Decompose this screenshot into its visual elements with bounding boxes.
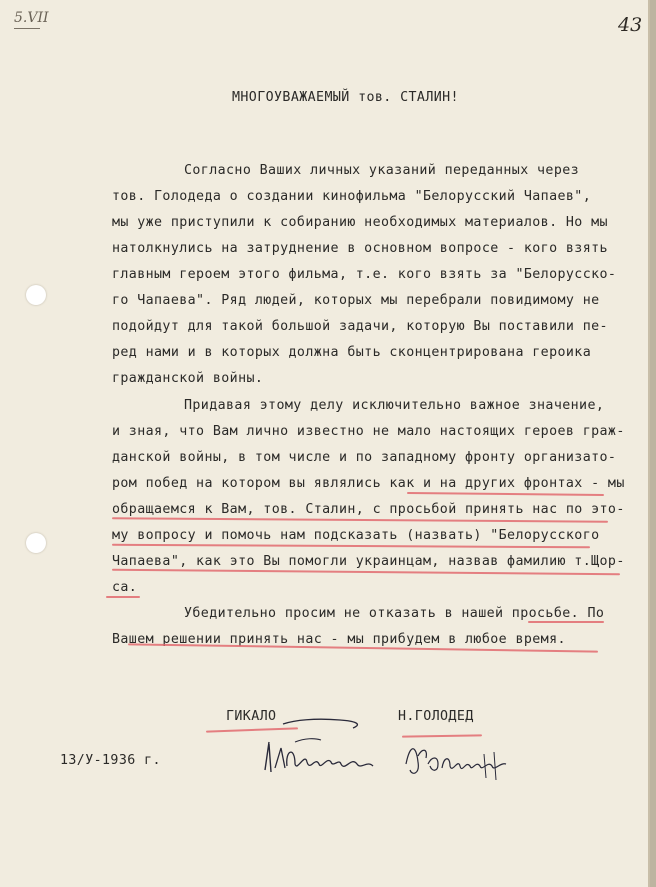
letter-line: и зная, что Вам лично известно не мало настоящих героев граж-	[112, 424, 625, 439]
letter-line: ром побед на котором вы являлись как и на других фронтах - мы	[112, 476, 625, 491]
letter-line: мы уже приступили к собиранию необходимых материалов. Но мы	[112, 215, 608, 230]
letter-line: натолкнулись на затруднение в основном вопросе - кого взять	[112, 241, 608, 256]
folio-number: 43	[618, 14, 643, 36]
letter-line: главным героем этого фильма, т.е. кого взять за "Белорусско-	[112, 267, 617, 282]
letter-line: Вашем решении принять нас - мы прибудем в любое время.	[112, 632, 566, 647]
signature-gikalo-icon	[255, 712, 395, 782]
red-pencil-underline	[528, 621, 604, 623]
page-edge	[650, 0, 656, 887]
letter-line: Согласно Ваших личных указаний переданных через	[184, 163, 580, 178]
punch-hole-icon	[26, 285, 46, 305]
letter-line: са.	[112, 580, 138, 595]
letter-line: обращаемся к Вам, тов. Сталин, с просьбой принять нас по это-	[112, 502, 625, 517]
corner-note-underline	[14, 28, 40, 29]
letter-line: Чапаева", как это Вы помогли украинцам, назвав фамилию т.Щор-	[112, 554, 625, 569]
letter-line: Придавая этому делу исключительно важное значение,	[184, 398, 605, 413]
letter-line: тов. Голодеда о создании кинофильма "Белорусский Чапаев",	[112, 189, 592, 204]
letter-line: данской войны, в том числе и по западному фронту организато-	[112, 450, 617, 465]
letter-line: му вопросу и помочь нам подсказать (назвать) "Белорусского	[112, 528, 600, 543]
archive-corner-note	[14, 10, 49, 26]
red-pencil-underline	[112, 517, 608, 522]
corner-note-text: 5.VII	[14, 10, 49, 26]
signatory-name: Н.ГОЛОДЕД	[398, 709, 474, 724]
signature-goloded-icon	[402, 734, 514, 786]
letter-line: гражданской войны.	[112, 371, 264, 386]
red-pencil-underline	[112, 569, 620, 575]
signatory-name: ГИКАЛО	[226, 709, 277, 724]
red-pencil-underline	[112, 544, 590, 549]
letter-line: Убедительно просим не отказать в нашей просьбе. По	[184, 606, 605, 621]
red-pencil-underline	[407, 492, 604, 496]
letter-date: 13/У-1936 г.	[60, 753, 161, 768]
letter-salutation: МНОГОУВАЖАЕМЫЙ тов. СТАЛИН!	[232, 90, 459, 105]
red-pencil-underline	[106, 596, 140, 598]
letter-line: го Чапаева". Ряд людей, которых мы перебрали повидимому не	[112, 293, 600, 308]
letter-line: ред нами и в которых должна быть сконцентрирована героика	[112, 345, 592, 360]
letter-line: подойдут для такой большой задачи, которую Вы поставили пе-	[112, 319, 608, 334]
punch-hole-icon	[26, 533, 46, 553]
